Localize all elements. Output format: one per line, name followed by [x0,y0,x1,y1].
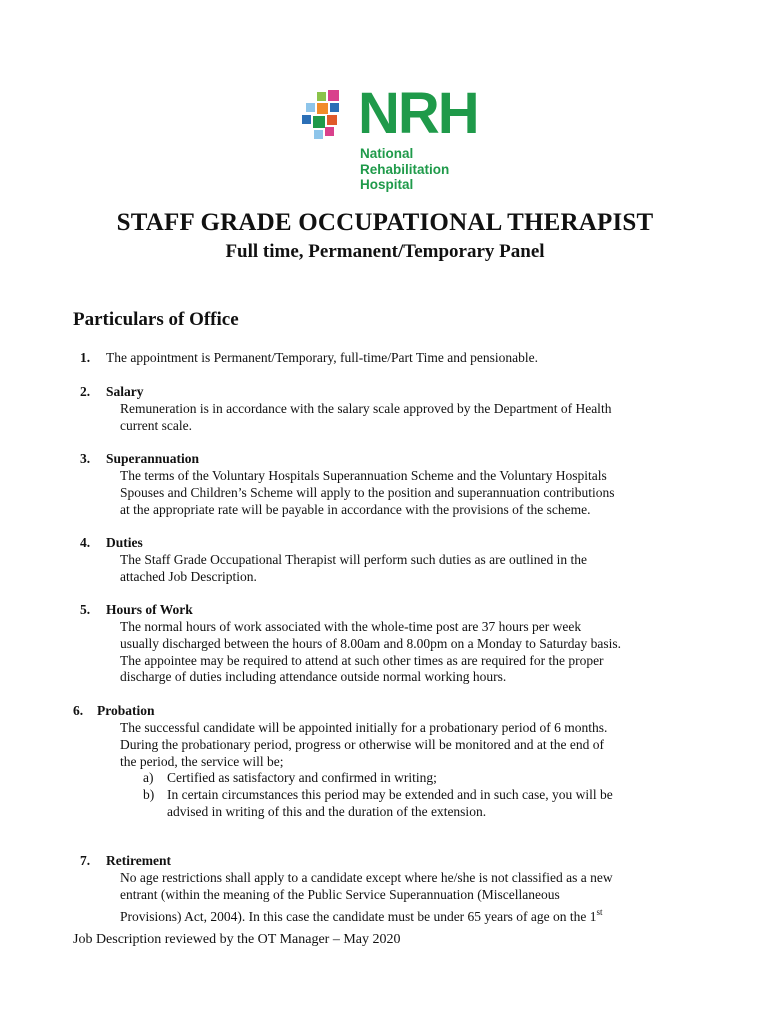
item-heading: Hours of Work [106,602,193,617]
item-number: 5. [80,602,91,617]
document-title: STAFF GRADE OCCUPATIONAL THERAPIST [116,209,654,236]
item-body: The Staff Grade Occupational Therapist will perform such duties as are outlined in the attached Job Description. [120,552,587,584]
probation-sub-a [143,770,154,787]
document-subtitle: Full time, Permanent/Temporary Panel [225,241,545,262]
logo-abbreviation: NRH [358,81,478,146]
item-number: 4. [80,535,91,550]
item-body: The normal hours of work associated with the whole-time post are 37 hours per week usually discharged between the hours of 8.00am and 8.00pm on a Monday to Saturday basis. The appointee may be required to attend at such other times as are required for the proper discharge of duties including attendance outside normal working hours. [120,619,622,685]
item-number: 6. [73,703,84,718]
item-heading: Salary [106,384,144,399]
probation-sub-b-text: In certain circumstances this period may be extended and in such case, you will be advised in writing of this and the duration of the extension. [167,787,613,819]
item-text: The appointment is Permanent/Temporary, full-time/Part Time and pensionable. [106,350,538,365]
sub-label: a) [143,770,154,785]
item-heading: Superannuation [106,451,200,466]
page-footer: Job Description reviewed by the OT Manager – May 2020 [73,932,401,947]
item-heading: Probation [97,703,155,718]
probation-sub-b [143,787,154,804]
sub-label: b) [143,787,155,802]
section-heading: Particulars of Office [73,309,239,330]
item-number: 2. [80,384,91,399]
probation-sub-a-text: Certified as satisfactory and confirmed in writing; [167,770,437,785]
item-body: The successful candidate will be appointed initially for a probationary period of 6 months. During the probationary period, progress or otherwise will be monitored and at the end of the period, the service will be; [120,720,608,769]
logo-hospital-name: National Rehabilitation Hospital [360,146,450,192]
item-body: The terms of the Voluntary Hospitals Superannuation Scheme and the Voluntary Hospitals Spouses and Children’s Scheme will apply to the position and superannuation contributions at the appropriate rate will be payable in accordance with the provisions of the scheme. [120,468,615,517]
item-heading: Retirement [106,853,171,868]
item-number: 1. [80,350,91,365]
item-number: 7. [80,853,91,868]
item-number: 3. [80,451,91,466]
item-body: Remuneration is in accordance with the salary scale approved by the Department of Health current scale. [120,401,612,433]
logo-mosaic-icon [300,88,360,148]
nrh-logo [300,81,490,193]
item-body: No age restrictions shall apply to a candidate except where he/she is not classified as a new entrant (within the meaning of the Public Service Superannuation (Miscellaneous Provisions) Act, 2004). In this case the candidate must be under 65 years of age on the 1st [120,870,613,924]
ordinal-superscript: st [596,906,603,917]
item-heading: Duties [106,535,143,550]
